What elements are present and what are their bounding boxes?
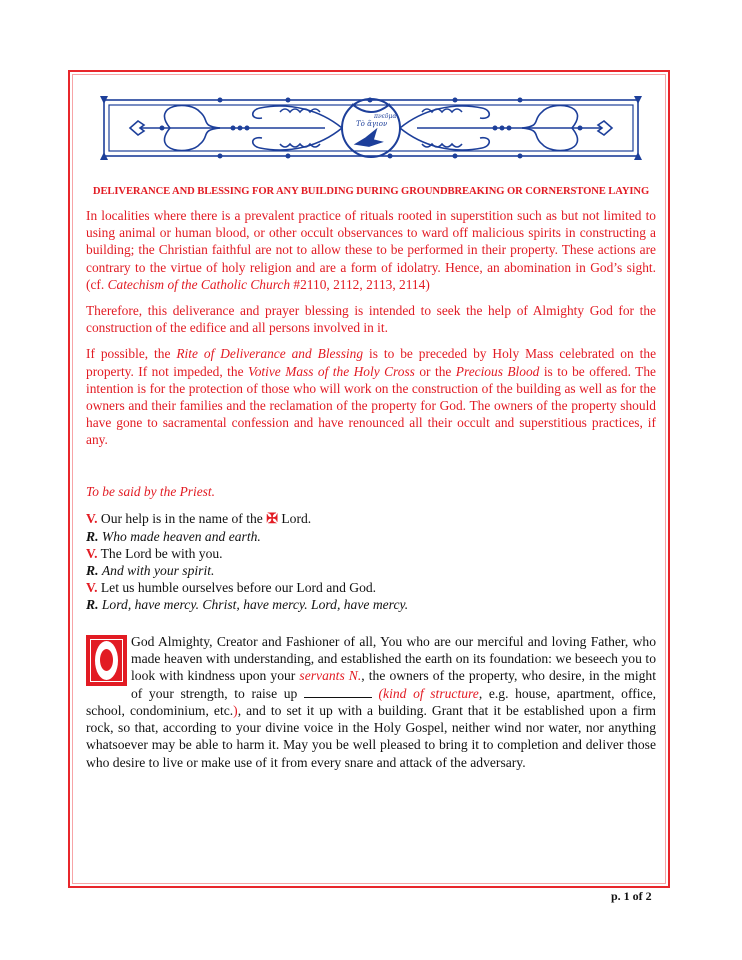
illuminated-dropcap-o-icon bbox=[86, 635, 127, 686]
response-line: R. Lord, have mercy. Christ, have mercy. Lord, have mercy. bbox=[86, 596, 409, 612]
page-number: p. 1 of 2 bbox=[611, 889, 652, 903]
structure-blank-line bbox=[304, 686, 372, 698]
response-line: R. And with your spirit. bbox=[86, 562, 215, 578]
versicles-responses bbox=[86, 510, 656, 613]
ornamental-banner-icon bbox=[100, 92, 642, 164]
document-body bbox=[86, 186, 656, 771]
intro-paragraph-superstition: In localities where there is a prevalent practice of rituals rooted in superstition such as but not limited to using animal or human blood, or other occult observances to ward off malicious spirits in constructing a building; the Christian faithful are not to allow these to be performed in their property. These actions are contrary to the virtue of holy religion and are a form of idolatry. Hence, an abomination in God’s sight. (cf. Catechism of the Catholic Church #2110, 2112, 2113, 2114) bbox=[86, 208, 656, 292]
versicle-line: V. Let us humble ourselves before our Lord and God. bbox=[86, 579, 377, 595]
svg-text:πνεῦμα: πνεῦμα bbox=[374, 113, 397, 120]
svg-text:Τὸ ἅγιον: Τὸ ἅγιον bbox=[356, 120, 388, 128]
intro-paragraph-mass: If possible, the Rite of Deliverance and Blessing is to be preceded by Holy Mass celebrated on the property. If not impeded, the Votive Mass of the Holy Cross or the Precious Blood is to be offered. The intention is for the protection of those who will work on the construction of the building as well as for the owners and their families and the reclamation of the property for God. The owners of the property should have gone to sacramental confession and have renounced all their occult and superstitious practices, if any. bbox=[86, 346, 657, 448]
document-title: DELIVERANCE AND BLESSING FOR ANY BUILDING DURING GROUNDBREAKING OR CORNERSTONE LAYING bbox=[92, 186, 650, 197]
versicle-line: V. Our help is in the name of the ✠ Lord. bbox=[86, 510, 312, 527]
servants-placeholder: servants N. bbox=[299, 668, 362, 684]
blessing-prayer: God Almighty, Creator and Fashioner of all, You who are our merciful and loving Father, who made heaven with understanding, and established the earth on its foundation: we beseech you to look with kindness upon your servants N., the owners of the property, who desire, in the might of your strength, to raise up (kind of structure, e.g. house, apartment, office, school, condominium, etc.), and to set it up with a building. Grant that it be established upon a firm rock, so that, according to your divine voice in the Holy Gospel, neither wind nor water, nor anything whatsoever may be able to harm it. May you be well pleased to bring it to completion and deliver those who desire to live or make use of it from every snare and attack of the adversary. bbox=[86, 633, 657, 770]
sign-of-cross-icon: ✠ bbox=[266, 511, 278, 527]
rubric-instruction: To be said by the Priest. bbox=[86, 483, 215, 499]
response-line: R. Who made heaven and earth. bbox=[86, 528, 261, 544]
catechism-reference: Catechism of the Catholic Church bbox=[107, 276, 291, 292]
intro-paragraph-purpose: Therefore, this deliverance and prayer blessing is intended to seek the help of Almighty God for the construction of the edifice and all persons involved in it. bbox=[86, 303, 656, 336]
versicle-line: V. The Lord be with you. bbox=[86, 545, 223, 561]
